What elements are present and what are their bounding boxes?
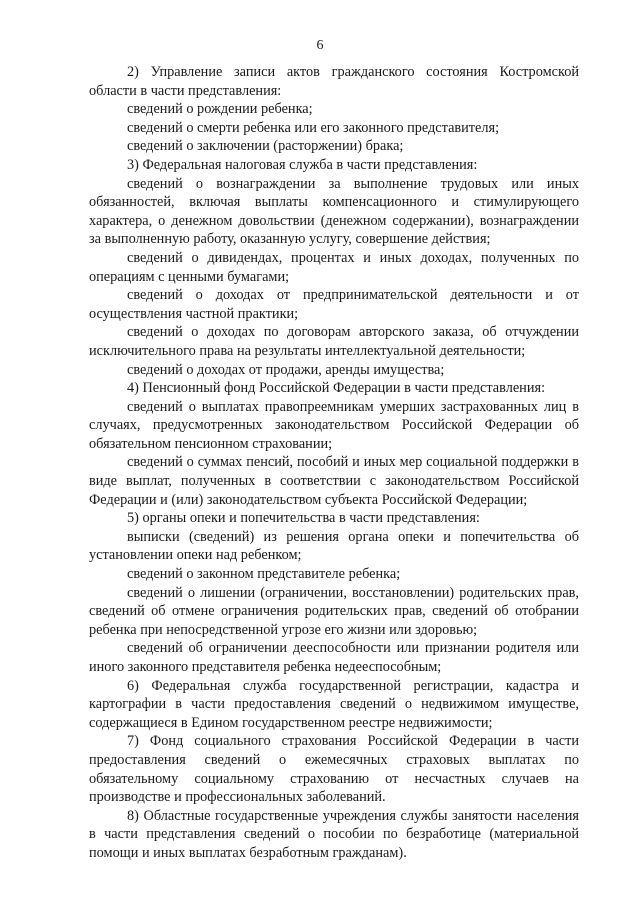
paragraph: сведений об ограничении дееспособности или признании родителя или иного законного представителя ребенка недееспособным; <box>89 640 579 675</box>
paragraph: 6) Федеральная служба государственной регистрации, кадастра и картографии в части предоставления сведений о недвижимом имуществе, содержащиеся в Едином государственном реестре недвижимости; <box>89 677 579 731</box>
paragraph: сведений о суммах пенсий, пособий и иных мер социальной поддержки в виде выплат, полученных в соответствии с законодательством Российской Федерации и (или) законодательством субъекта Российской Федерации; <box>89 454 579 508</box>
document-body <box>89 63 579 863</box>
paragraph: сведений о смерти ребенка или его законного представителя; <box>127 119 500 136</box>
paragraph: 3) Федеральная налоговая служба в части представления: <box>127 156 478 173</box>
paragraph: 2) Управление записи актов гражданского состояния Костромской области в части представления: <box>89 64 579 99</box>
paragraph: сведений о доходах от продажи, аренды имущества; <box>127 361 445 378</box>
paragraph: сведений о дивидендах, процентах и иных доходах, полученных по операциям с ценными бумагами; <box>89 249 579 285</box>
paragraph: сведений о выплатах правопреемникам умерших застрахованных лиц в случаях, предусмотренных законодательством Российской Федерации об обязательном пенсионном страховании; <box>89 398 579 452</box>
page-number: 6 <box>316 38 324 53</box>
paragraph: 5) органы опеки и попечительства в части представления: <box>127 510 480 527</box>
paragraph: сведений о законном представителе ребенка; <box>127 566 401 583</box>
paragraph: выписки (сведений) из решения органа опеки и попечительства об установлении опеки над ребенком; <box>89 528 579 564</box>
paragraph: 8) Областные государственные учреждения службы занятости населения в части представления сведений о пособии по безработице (материальной помощи и иных выплатах безработным гражданам). <box>89 807 579 861</box>
paragraph: 4) Пенсионный фонд Российской Федерации в части представления: <box>127 380 546 397</box>
paragraph: сведений о лишении (ограничении, восстановлении) родительских прав, сведений об отмене ограничения родительских прав, сведений об отобрании ребенка при непосредственной угрозе его жизни или здоровью; <box>89 584 579 638</box>
paragraph: сведений о заключении (расторжении) брака; <box>127 138 404 155</box>
paragraph: сведений о рождении ребенка; <box>127 101 313 118</box>
paragraph: сведений о вознаграждении за выполнение трудовых или иных обязанностей, включая выплаты компенсационного и стимулирующего характера, о денежном довольствии (денежном содержании), вознаграждении за выполненную работу, оказанную услугу, совершение действия; <box>89 175 579 248</box>
paragraph: сведений о доходах от предпринимательской деятельности и от осуществления частной практики; <box>89 287 579 322</box>
paragraph: сведений о доходах по договорам авторского заказа, об отчуждении исключительного права на результаты интеллектуальной деятельности; <box>89 324 579 359</box>
paragraph: 7) Фонд социального страхования Российской Федерации в части предоставления сведений о ежемесячных страховых выплатах по обязательному социальному страхованию от несчастных случаев на производстве и профессиональных заболеваний. <box>89 733 579 806</box>
